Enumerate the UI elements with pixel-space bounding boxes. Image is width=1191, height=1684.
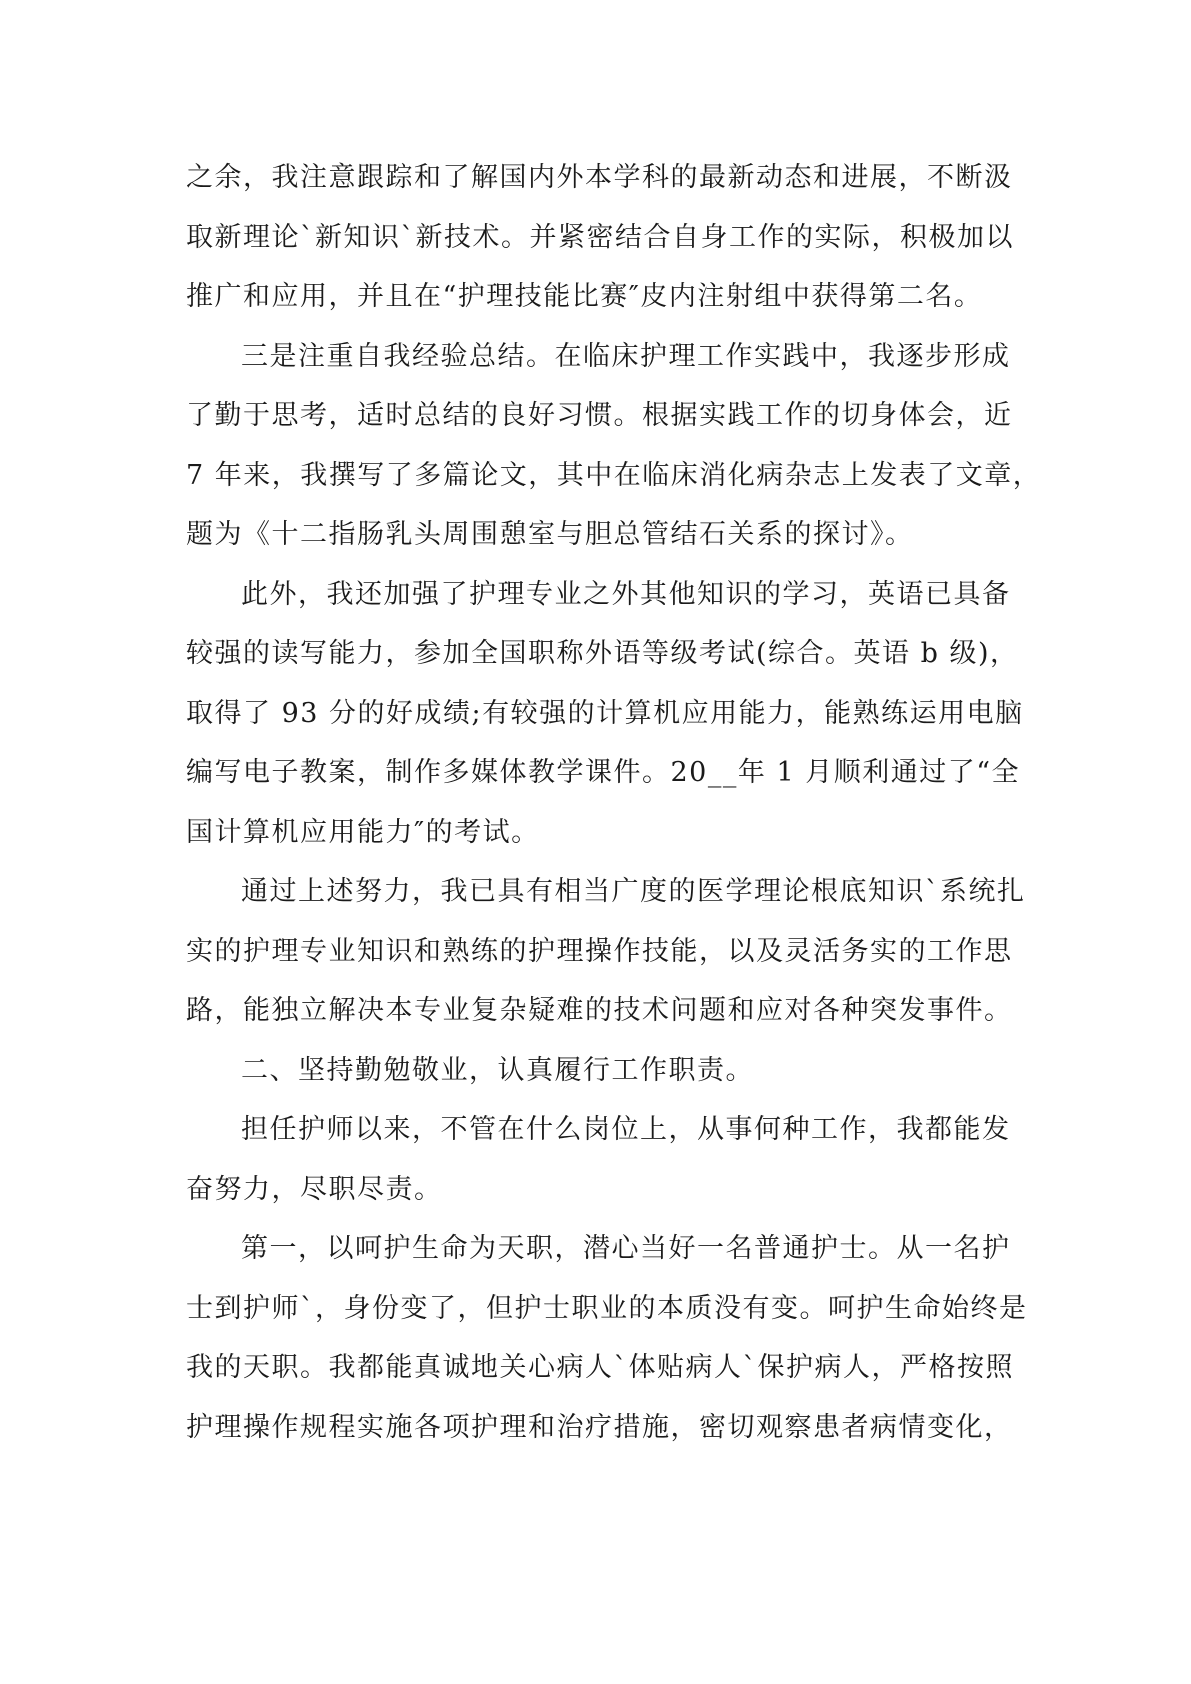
text-line: 护理操作规程实施各项护理和治疗措施，密切观察患者病情变化， bbox=[186, 1411, 1013, 1443]
text-line: 此外，我还加强了护理专业之外其他知识的学习，英语已具备 bbox=[241, 578, 1011, 610]
text-line: 了勤于思考，适时总结的良好习惯。根据实践工作的切身体会，近 bbox=[186, 400, 1013, 431]
text-line: 担任护师以来，不管在什么岗位上，从事何种工作，我都能发 bbox=[241, 1114, 1011, 1145]
text-line: 二、坚持勤勉敬业，认真履行工作职责。 bbox=[241, 1054, 754, 1086]
text-line: 取得了 93 分的好成绩;有较强的计算机应用能力，能熟练运用电脑 bbox=[186, 697, 1024, 729]
text-line: 取新理论`新知识`新技术。并紧密结合自身工作的实际，积极加以 bbox=[186, 221, 1014, 253]
text-line: 题为《十二指肠乳头周围憩室与胆总管结石关系的探讨》。 bbox=[186, 519, 914, 550]
text-line: 编写电子教案，制作多媒体教学课件。20__年 1 月顺利通过了“全 bbox=[186, 757, 1021, 788]
text-line: 推广和应用，并且在“护理技能比赛″皮内注射组中获得第二名。 bbox=[186, 281, 983, 312]
text-line: 通过上述努力，我已具有相当广度的医学理论根底知识`系统扎 bbox=[241, 876, 1026, 907]
text-line: 之余，我注意跟踪和了解国内外本学科的最新动态和进展，不断汲 bbox=[186, 162, 1013, 193]
text-line: 第一，以呵护生命为天职，潜心当好一名普通护士。从一名护 bbox=[241, 1233, 1011, 1264]
text-line: 路，能独立解决本专业复杂疑难的技术问题和应对各种突发事件。 bbox=[186, 995, 1013, 1026]
text-line: 三是注重自我经验总结。在临床护理工作实践中，我逐步形成 bbox=[241, 340, 1011, 372]
text-line: 7 年来，我撰写了多篇论文，其中在临床消化病杂志上发表了文章， bbox=[186, 459, 1042, 491]
text-line: 士到护师`，身份变了，但护士职业的本质没有变。呵护生命始终是 bbox=[186, 1292, 1028, 1324]
document-body bbox=[186, 148, 1042, 1457]
text-line: 较强的读写能力，参加全国职称外语等级考试(综合。英语 b 级)， bbox=[186, 638, 1019, 669]
text-line: 实的护理专业知识和熟练的护理操作技能，以及灵活务实的工作思 bbox=[186, 935, 1013, 967]
text-line: 国计算机应用能力″的考试。 bbox=[186, 816, 540, 848]
text-line: 奋努力，尽职尽责。 bbox=[186, 1173, 443, 1205]
text-line: 我的天职。我都能真诚地关心病人`体贴病人`保护病人，严格按照 bbox=[186, 1352, 1014, 1383]
